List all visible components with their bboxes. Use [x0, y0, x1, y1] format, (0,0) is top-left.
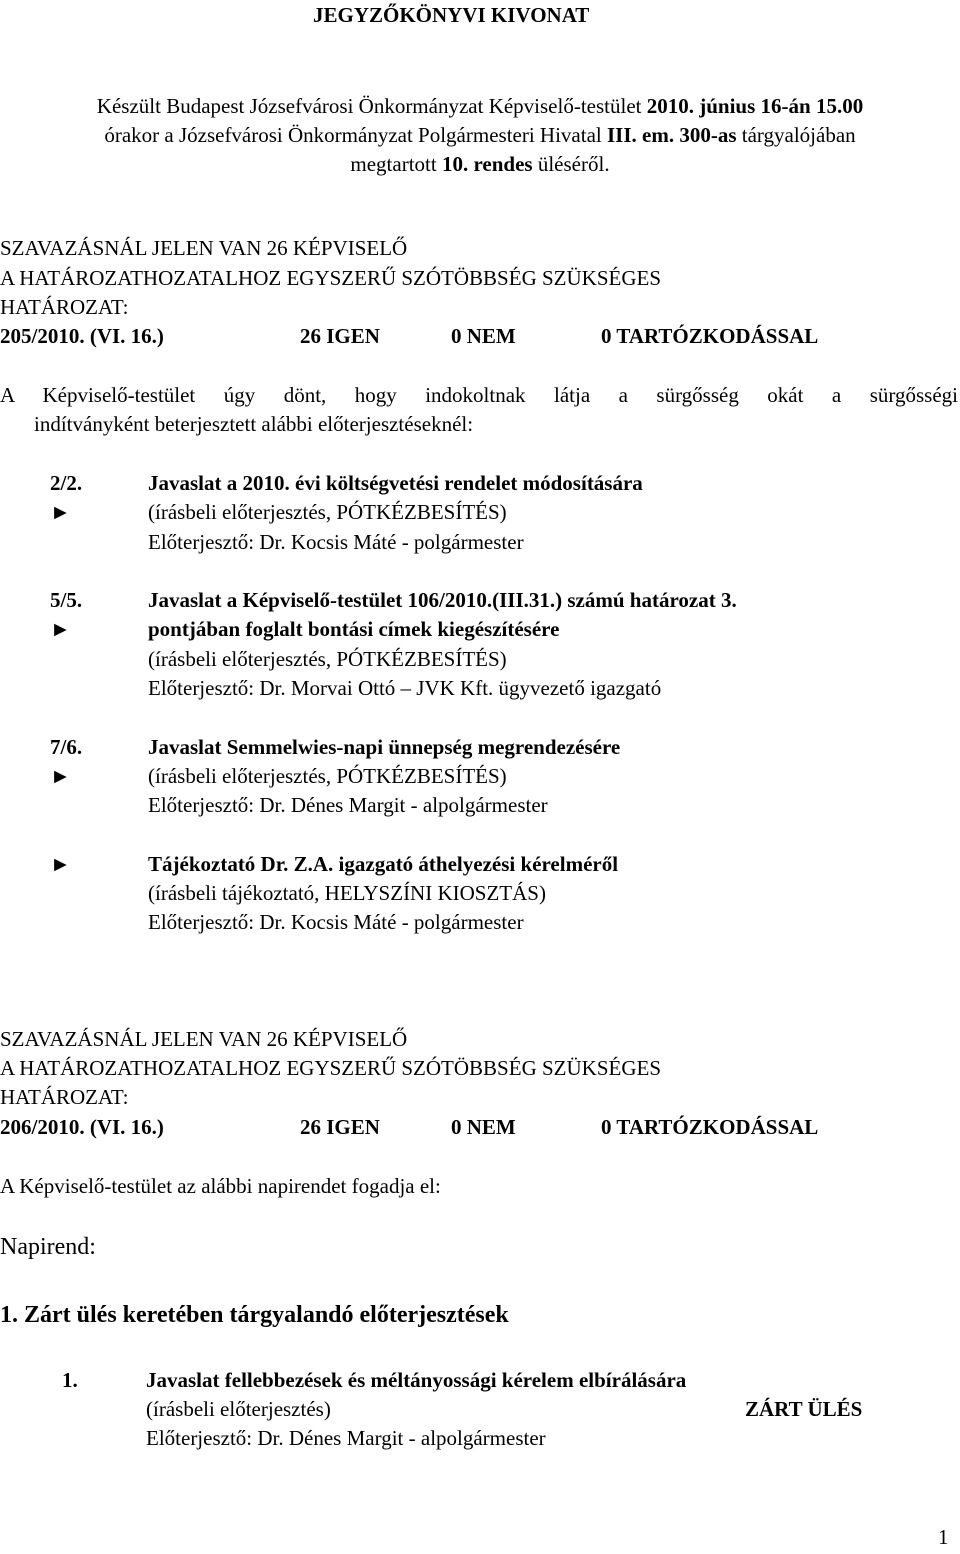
vote1-resolution-number: 205/2010. (VI. 16.): [0, 324, 164, 348]
decision1-line-1: A Képviselő-testület úgy dönt, hogy indokoltnak látja a sürgősség okát a sürgősségi: [0, 383, 958, 407]
intro-text-run: III. em. 300-as: [607, 123, 737, 147]
item-title: Javaslat a Képviselő-testület 106/2010.(III.31.) számú határozat 3.: [148, 588, 737, 612]
item-title-continued: pontjában foglalt bontási címek kiegészítésére: [148, 617, 560, 641]
agenda-item-type: (írásbeli előterjesztés): [146, 1397, 331, 1421]
vote1-majority: A HATÁROZATHOZATALHOZ EGYSZERŰ SZÓTÖBBSÉG SZÜKSÉGES: [0, 266, 661, 290]
item-presenter: Előterjesztő: Dr. Kocsis Máté - polgármester: [148, 910, 524, 934]
item-type: (írásbeli előterjesztés, PÓTKÉZBESÍTÉS): [148, 647, 507, 671]
item-number: 5/5.: [50, 588, 83, 612]
vote1-no: 0 NEM: [451, 324, 516, 348]
intro-text-run: 2010. június 16-án 15.00: [646, 94, 864, 118]
vote1-yes: 26 IGEN: [300, 324, 380, 348]
item-type: (írásbeli előterjesztés, PÓTKÉZBESÍTÉS): [148, 764, 507, 788]
item-number: 7/6.: [50, 735, 83, 759]
closed-session-label: ZÁRT ÜLÉS: [745, 1397, 863, 1421]
vote2-yes: 26 IGEN: [300, 1115, 380, 1139]
document-title: JEGYZŐKÖNYVI KIVONAT: [313, 3, 590, 27]
vote2-resolution-number: 206/2010. (VI. 16.): [0, 1115, 164, 1139]
agenda-item-presenter: Előterjesztő: Dr. Dénes Margit - alpolgármester: [146, 1426, 546, 1450]
item-title: Javaslat Semmelwies-napi ünnepség megrendezésére: [148, 735, 621, 759]
item-presenter: Előterjesztő: Dr. Dénes Margit - alpolgármester: [148, 793, 548, 817]
item-arrow-marker: ►: [50, 764, 71, 788]
item-arrow-marker: ►: [50, 617, 71, 641]
item-presenter: Előterjesztő: Dr. Morvai Ottó – JVK Kft. ügyvezető igazgató: [148, 676, 662, 700]
intro-text-run: 10. rendes: [441, 152, 533, 176]
agenda-item-title: Javaslat fellebbezések és méltányossági kérelem elbírálására: [146, 1368, 687, 1392]
vote2-present: SZAVAZÁSNÁL JELEN VAN 26 KÉPVISELŐ: [0, 1027, 408, 1051]
item-title: Tájékoztató Dr. Z.A. igazgató áthelyezési kérelméről: [148, 852, 619, 876]
vote2-abstain: 0 TARTÓZKODÁSSAL: [601, 1115, 819, 1139]
item-presenter: Előterjesztő: Dr. Kocsis Máté - polgármester: [148, 530, 524, 554]
item-title: Javaslat a 2010. évi költségvetési rendelet módosítására: [148, 471, 643, 495]
intro-line-3: [0, 150, 960, 179]
item-number: 2/2.: [50, 471, 83, 495]
item-arrow-marker: ►: [50, 852, 71, 876]
intro-line-1: [0, 92, 960, 121]
vote2-majority: A HATÁROZATHOZATALHOZ EGYSZERŰ SZÓTÖBBSÉG SZÜKSÉGES: [0, 1056, 661, 1080]
item-type: (írásbeli tájékoztató, HELYSZÍNI KIOSZTÁS): [148, 881, 546, 905]
agenda-heading: Napirend:: [0, 1234, 96, 1260]
item-type: (írásbeli előterjesztés, PÓTKÉZBESÍTÉS): [148, 500, 507, 524]
intro-text-run: Készült Budapest Józsefvárosi Önkormányzat Képviselő-testület: [96, 94, 647, 118]
decision2-text: A Képviselő-testület az alábbi napirendet fogadja el:: [0, 1174, 441, 1198]
decision1-line-2: indítványként beterjesztett alábbi előterjesztéseknél:: [34, 412, 474, 436]
section1-heading: 1. Zárt ülés keretében tárgyalandó előterjesztések: [0, 1302, 509, 1328]
vote1-present: SZAVAZÁSNÁL JELEN VAN 26 KÉPVISELŐ: [0, 236, 408, 260]
vote1-label: HATÁROZAT:: [0, 295, 129, 319]
intro-text-run: üléséről.: [532, 152, 610, 176]
agenda-item-number: 1.: [62, 1368, 78, 1392]
intro-text-run: órakor a Józsefvárosi Önkormányzat Polgármesteri Hivatal: [104, 123, 607, 147]
page-number: 1: [938, 1525, 949, 1549]
item-arrow-marker: ►: [50, 500, 71, 524]
intro-text-run: megtartott: [350, 152, 442, 176]
vote2-no: 0 NEM: [451, 1115, 516, 1139]
intro-text-run: tárgyalójában: [736, 123, 856, 147]
vote1-abstain: 0 TARTÓZKODÁSSAL: [601, 324, 819, 348]
vote2-label: HATÁROZAT:: [0, 1085, 129, 1109]
intro-line-2: [0, 121, 960, 150]
